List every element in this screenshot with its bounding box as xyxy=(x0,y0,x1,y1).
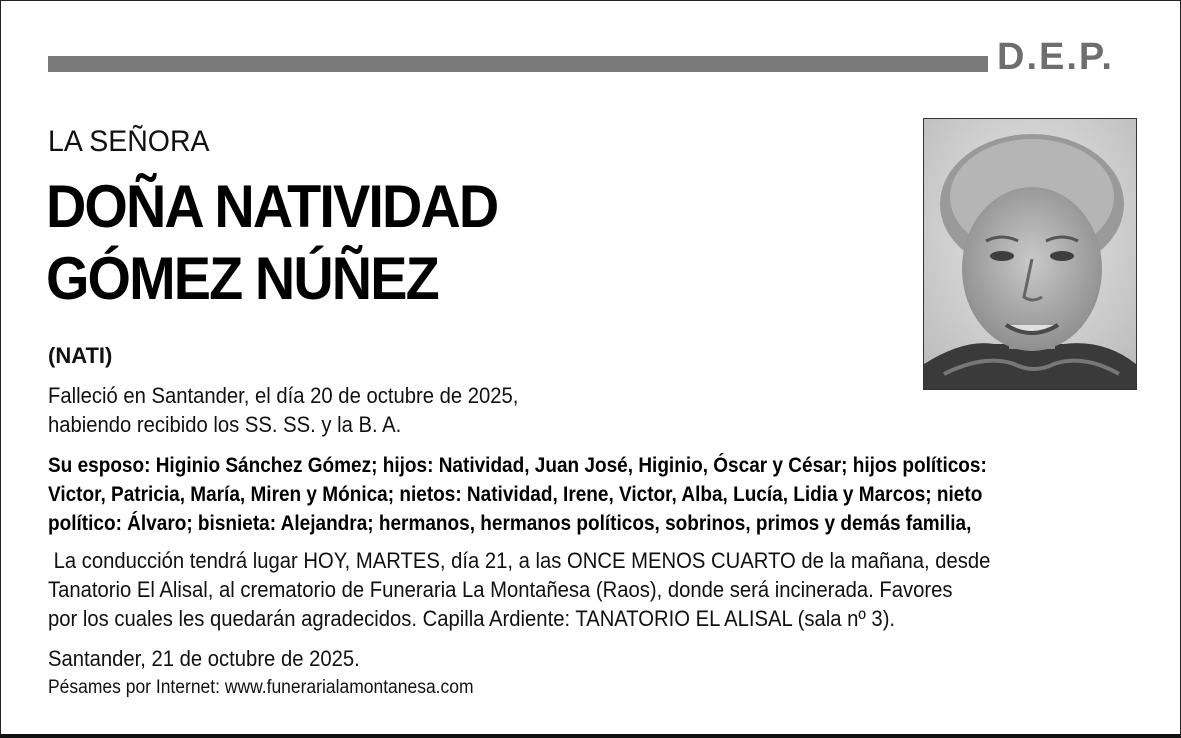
name-line-2: GÓMEZ NÚÑEZ xyxy=(46,245,438,312)
family-line-1: Su esposo: Higinio Sánchez Gómez; hijos: Natividad, Juan José, Higinio, Óscar y César; hijos políticos: xyxy=(48,454,987,477)
salutation: LA SEÑORA xyxy=(48,125,210,158)
death-line-1: Falleció en Santander, el día 20 de octubre de 2025, xyxy=(48,383,519,408)
dep-badge: D.E.P. xyxy=(997,36,1114,78)
header-rule xyxy=(48,56,988,72)
family-list xyxy=(48,451,1098,538)
family-line-2: Victor, Patricia, María, Miren y Mónica; nietos: Natividad, Irene, Victor, Alba, Lucía, Lidia y Marcos; nieto xyxy=(48,483,983,506)
name-line-1: DOÑA NATIVIDAD xyxy=(46,173,498,240)
service-line-2: Tanatorio El Alisal, al crematorio de Funeraria La Montañesa (Raos), donde será incinerada. Favores xyxy=(48,577,953,602)
deceased-name xyxy=(46,171,497,315)
condolences-link: Pésames por Internet: www.funerarialamontanesa.com xyxy=(48,677,474,698)
nickname: (NATI) xyxy=(48,343,113,368)
portrait-photo xyxy=(923,118,1137,390)
death-line-2: habiendo recibido los SS. SS. y la B. A. xyxy=(48,412,402,437)
service-line-3: por los cuales les quedarán agradecidos. Capilla Ardiente: TANATORIO EL ALISAL (sala nº 3). xyxy=(48,606,896,631)
closing-date: Santander, 21 de octubre de 2025. xyxy=(48,646,360,671)
portrait-icon xyxy=(924,119,1136,389)
death-statement xyxy=(48,381,518,439)
service-line-1: La conducción tendrá lugar HOY, MARTES, día 21, a las ONCE MENOS CUARTO de la mañana, desde xyxy=(48,548,991,573)
family-line-3: político: Álvaro; bisnieta: Alejandra; hermanos, hermanos políticos, sobrinos, primos y demás familia, xyxy=(48,512,972,535)
service-details xyxy=(48,546,990,633)
